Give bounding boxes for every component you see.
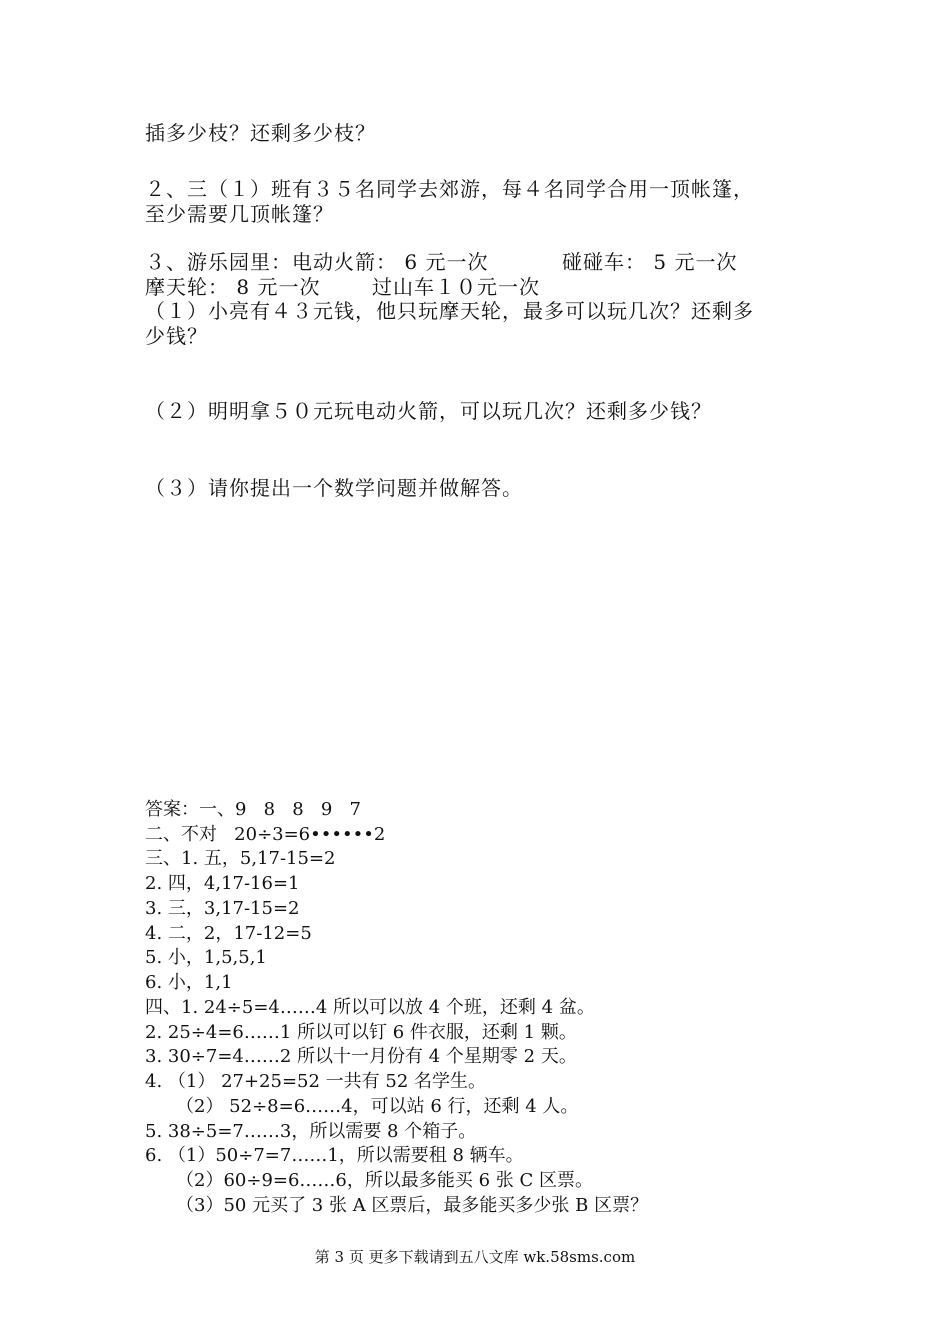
answer-line: 3. 30÷7=4……2 所以十一月份有 4 个星期零 2 天。 <box>145 1046 577 1067</box>
question-3-line-1: ３、游乐园里：电动火箭： 6 元一次 碰碰车： 5 元一次 <box>145 250 738 274</box>
answer-line: 2. 25÷4=6……1 所以可以钉 6 件衣服，还剩 1 颗。 <box>145 1022 577 1043</box>
answer-line: （2）60÷9=6……6，所以最多能买 6 张 C 区票。 <box>176 1170 593 1191</box>
question-1-tail: 插多少枝？还剩多少枝？ <box>145 121 376 145</box>
question-3-sub-3: （３）请你提出一个数学问题并做解答。 <box>145 476 523 500</box>
answer-line: （3）50 元买了 3 张 A 区票后，最多能买多少张 B 区票？ <box>176 1195 649 1216</box>
question-2-line-1: ２、三（１）班有３５名同学去郊游，每４名同学合用一顶帐篷， <box>145 177 754 201</box>
question-3-sub-1-line-2: 少钱？ <box>145 324 208 348</box>
answer-line: 4. 二，2，17-12=5 <box>145 923 312 944</box>
answer-line: 二、不对 20÷3=6••••••2 <box>145 824 386 845</box>
answer-line: 四、1. 24÷5=4……4 所以可以放 4 个班，还剩 4 盆。 <box>145 997 595 1018</box>
question-3-sub-1-line-1: （１）小亮有４３元钱，他只玩摩天轮，最多可以玩几次？还剩多 <box>145 299 754 323</box>
answer-line: 2. 四，4,17-16=1 <box>145 873 300 894</box>
answer-line: 6. 小，1,1 <box>145 972 233 993</box>
page-footer: 第 3 页 更多下载请到五八文库 wk.58sms.com <box>314 1248 636 1266</box>
answer-line: （2） 52÷8=6……4，可以站 6 行，还剩 4 人。 <box>176 1096 579 1117</box>
answer-line: 3. 三，3,17-15=2 <box>145 898 300 919</box>
question-3-sub-2: （２）明明拿５０元玩电动火箭，可以玩几次？还剩多少钱？ <box>145 399 712 423</box>
question-3-line-2: 摩天轮： 8 元一次 过山车１０元一次 <box>145 275 540 299</box>
answer-line: 5. 38÷5=7……3，所以需要 8 个箱子。 <box>145 1121 477 1142</box>
answer-line: 三、1. 五，5,17-15=2 <box>145 848 336 869</box>
answer-line: 答案：一、9 8 8 9 7 <box>145 799 361 820</box>
answer-line: 4. （1） 27+25=52 一共有 52 名学生。 <box>145 1071 487 1092</box>
question-2-line-2: 至少需要几顶帐篷？ <box>145 202 334 226</box>
answer-line: 5. 小，1,5,5,1 <box>145 947 267 968</box>
answer-line: 6. （1）50÷7=7……1，所以需要租 8 辆车。 <box>145 1145 524 1166</box>
